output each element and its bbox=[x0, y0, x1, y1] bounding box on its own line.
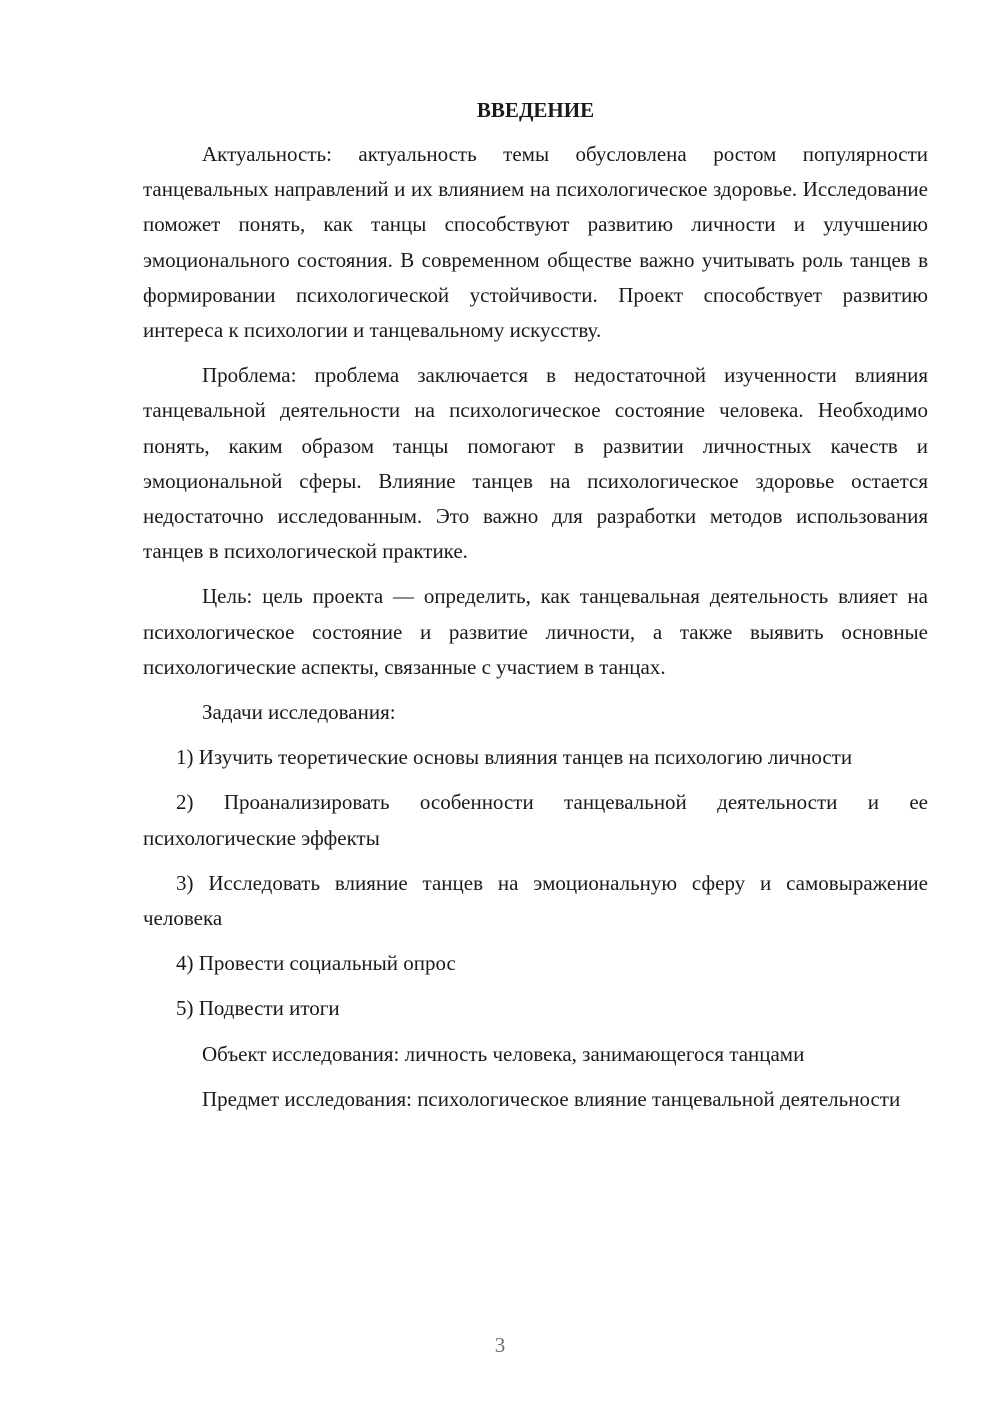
task-item: 5) Подвести итоги bbox=[176, 996, 340, 1021]
task-item: 4) Провести социальный опрос bbox=[176, 951, 456, 976]
goal-paragraph: Цель: цель проекта — определить, как танцевальная деятельность влияет на психологическое состояние и развитие личности, а также выявить основные психологические аспекты, связанные с участием в танцах. bbox=[143, 584, 928, 679]
page-number: 3 bbox=[494, 1333, 506, 1357]
relevance-paragraph: Актуальность: актуальность темы обусловлена ростом популярности танцевальных направлений и их влиянием на психологическое здоровье. Исследование поможет понять, как танцы способствуют развитию личности и улучшению эмоционального состояния. В современном обществе важно учитывать роль танцев в формировании психологической устойчивости. Проект способствует развитию интереса к психологии и танцевальному искусству. bbox=[143, 142, 928, 343]
task-item: 3) Исследовать влияние танцев на эмоциональную сферу и самовыражение человека bbox=[143, 870, 928, 931]
task-item: 1) Изучить теоретические основы влияния танцев на психологию личности bbox=[176, 745, 853, 770]
document-title: ВВЕДЕНИЕ bbox=[476, 98, 595, 122]
tasks-heading: Задачи исследования: bbox=[202, 700, 396, 725]
document-page bbox=[143, 93, 928, 1127]
research-object: Объект исследования: личность человека, занимающегося танцами bbox=[202, 1041, 805, 1066]
task-item: 2) Проанализировать особенности танцевальной деятельности и ее психологические эффекты bbox=[143, 790, 928, 850]
problem-paragraph: Проблема: проблема заключается в недостаточной изученности влияния танцевальной деятельности на психологическое состояние человека. Необходимо понять, каким образом танцы помогают в развитии личностных качеств и эмоциональной сферы. Влияние танцев на психологическое здоровье остается недостаточно исследованным. Это важно для разработки методов использования танцев в психологической практике. bbox=[143, 363, 928, 564]
research-subject: Предмет исследования: психологическое влияние танцевальной деятельности bbox=[202, 1086, 901, 1111]
